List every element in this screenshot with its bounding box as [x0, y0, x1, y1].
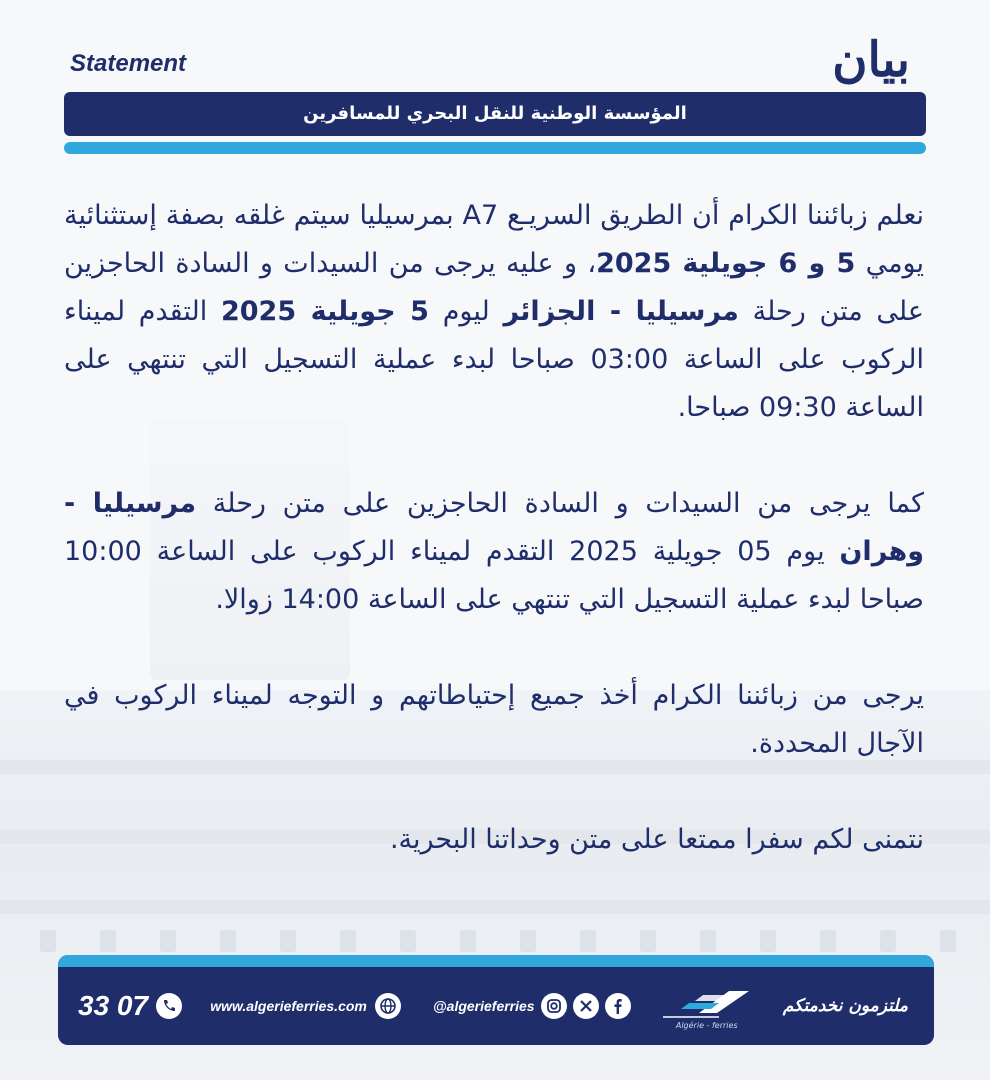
- facebook-icon[interactable]: [605, 993, 631, 1019]
- p1-text-4: التقدم لميناء الركوب على الساعة 03:00 صباحا لبدء عملية التسجيل التي تنتهي على الساعة 09:30 صباحا.: [64, 296, 924, 423]
- p1-text-2: ، و عليه يرجى من السيدات و السادة الحاجزين على متن رحلة: [64, 248, 924, 327]
- p2-text-2: يوم 05 جويلية 2025 التقدم لميناء الركوب على الساعة 10:00 صباحا لبدء عملية التسجيل التي تنتهي على الساعة 14:00 زوالا.: [64, 536, 924, 615]
- phone-number: 33 07: [78, 990, 149, 1021]
- footer-accent-line: [58, 955, 934, 967]
- globe-icon: [375, 993, 401, 1019]
- paragraph-3: يرجى من زبائننا الكرام أخذ جميع إحتياطاتهم و التوجه لميناء الركوب في الآجال المحددة.: [64, 680, 924, 759]
- title-english: Statement: [70, 50, 187, 77]
- p2-route: مرسيليا - وهران: [64, 488, 924, 567]
- p1-route: مرسيليا - الجزائر: [503, 296, 739, 327]
- p2-text-1: كما يرجى من السيدات و السادة الحاجزين على متن رحلة: [196, 488, 925, 519]
- p1-dates: 5 و 6 جويلية 2025: [596, 248, 856, 279]
- ferry-logo-icon: [659, 983, 755, 1023]
- footer-bar: [58, 955, 934, 1045]
- p1-text-1: نعلم زبائننا الكرام أن الطريق السريـع A7 بمرسيليا سيتم غلقه بصفة إستثنائية يومي: [64, 200, 925, 279]
- p1-text-3: ليوم: [428, 296, 504, 327]
- slogan: ملتزمون نخدمتكم: [782, 996, 908, 1016]
- phone-icon: [156, 993, 182, 1019]
- paragraph-1: [64, 192, 924, 432]
- website-link[interactable]: [210, 993, 401, 1019]
- website-url: www.algerieferries.com: [210, 998, 367, 1014]
- phone-contact[interactable]: [78, 990, 182, 1022]
- statement-body: [64, 192, 924, 864]
- social-handle: @algerieferries: [433, 998, 535, 1014]
- social-links: [429, 993, 631, 1019]
- organization-banner: المؤسسة الوطنية للنقل البحري للمسافرين: [64, 92, 926, 136]
- paragraph-2: [64, 480, 924, 624]
- statement-card: [50, 30, 940, 1050]
- instagram-icon[interactable]: [541, 993, 567, 1019]
- paragraph-4: نتمنى لكم سفرا ممتعا على متن وحداتنا البحرية.: [389, 824, 924, 855]
- algerie-ferries-logo: [659, 983, 755, 1030]
- p1-date: 5 جويلية 2025: [220, 296, 429, 327]
- accent-bar: [64, 142, 926, 154]
- x-icon[interactable]: [573, 993, 599, 1019]
- logo-caption: Algérie - ferries: [675, 1020, 738, 1030]
- title-arabic: بيان: [832, 32, 910, 88]
